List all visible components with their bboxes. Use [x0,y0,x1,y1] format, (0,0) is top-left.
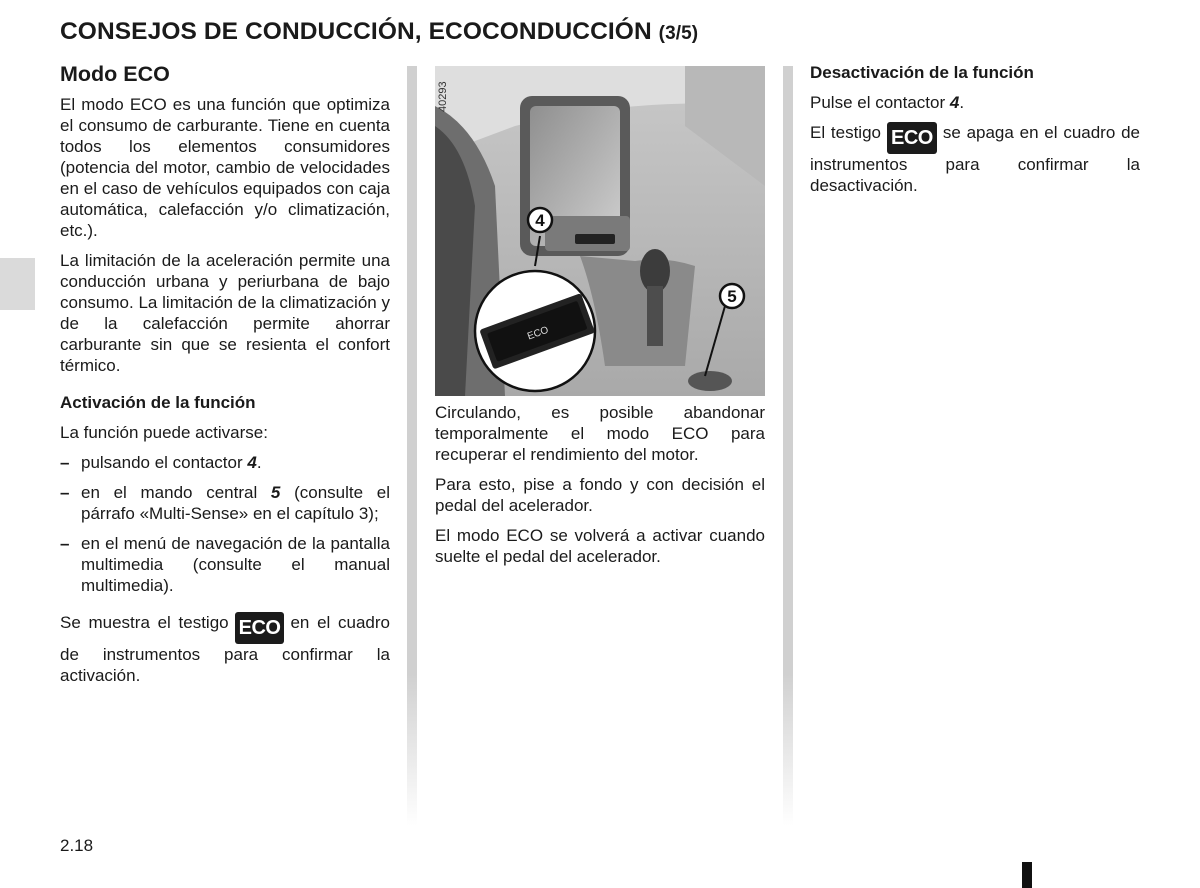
activation-list [60,452,390,596]
inset-eco-button-label: ECO [526,324,551,343]
paragraph-warning-off: El testigo ECO se apaga en el cuadro de instrumentos para confirmar la desactivación. [810,123,1140,195]
page-edge-marker [1022,862,1032,888]
callout-5-label: 5 [727,287,737,306]
right-column [810,62,1140,205]
dashboard-illustration [435,66,765,396]
paragraph-press-switch: Pulse el contactor 4. [810,93,965,112]
paragraph-intro: El modo ECO es una función que optimiza el consumo de carburante. Tiene en cuenta todos los elementos consumidores (potencia del motor, cambio de velocidades en el caso de vehículos equipados con caja automática, calefacción y/o climatización, etc.). [60,95,390,240]
ref-number: 4 [949,93,960,112]
activation-heading: Activación de la función [60,393,256,412]
list-item: – pulsando el contactor 4. [60,452,390,473]
title-page-indicator: (3/5) [658,23,699,44]
left-column [60,62,390,695]
paragraph-temporary-exit: Circulando, es posible abandonar temporalmente el modo ECO para recuperar el rendimiento del motor. [435,403,765,464]
activation-intro: La función puede activarse: [60,423,268,442]
chapter-tab-marker [0,258,35,310]
section-heading-modo-eco: Modo ECO [60,62,170,86]
page-number: 2.18 [60,836,94,855]
callout-4-label: 4 [535,211,545,230]
figure-reference-id: 40293 [437,81,449,112]
dashboard-image [435,66,765,396]
list-item: – en el menú de navegación de la pantalla multimedia (consulte el manual multimedia). [60,533,390,596]
eco-warning-light-icon: ECO [887,122,937,154]
paragraph-limitation: La limitación de la aceleración permite una conducción urbana y periurbana de bajo consumo. La limitación de la climatización y de la calefacción permite ahorrar carburante sin que se resienta el confort térmico. [60,251,390,375]
paragraph-reactivation: El modo ECO se volverá a activar cuando suelte el pedal del acelerador. [435,526,765,566]
middle-column [435,402,765,576]
ref-number: 5 [270,483,281,502]
title-text: CONSEJOS DE CONDUCCIÓN, ECOCONDUCCIÓN [60,18,652,45]
ref-number: 4 [247,453,257,472]
paragraph-accelerator: Para esto, pise a fondo y con decisión el pedal del acelerador. [435,475,765,515]
column-divider-left [407,66,417,826]
eco-warning-light-icon: ECO [235,612,285,644]
list-item: – en el mando central 5 (consulte el párrafo «Multi-Sense» en el capítulo 3); [60,482,390,524]
page-title [60,18,698,46]
paragraph-warning-on: Se muestra el testigo ECO en el cuadro de instrumentos para confirmar la activación. [60,613,390,685]
column-divider-right [783,66,793,826]
deactivation-heading: Desactivación de la función [810,63,1034,82]
